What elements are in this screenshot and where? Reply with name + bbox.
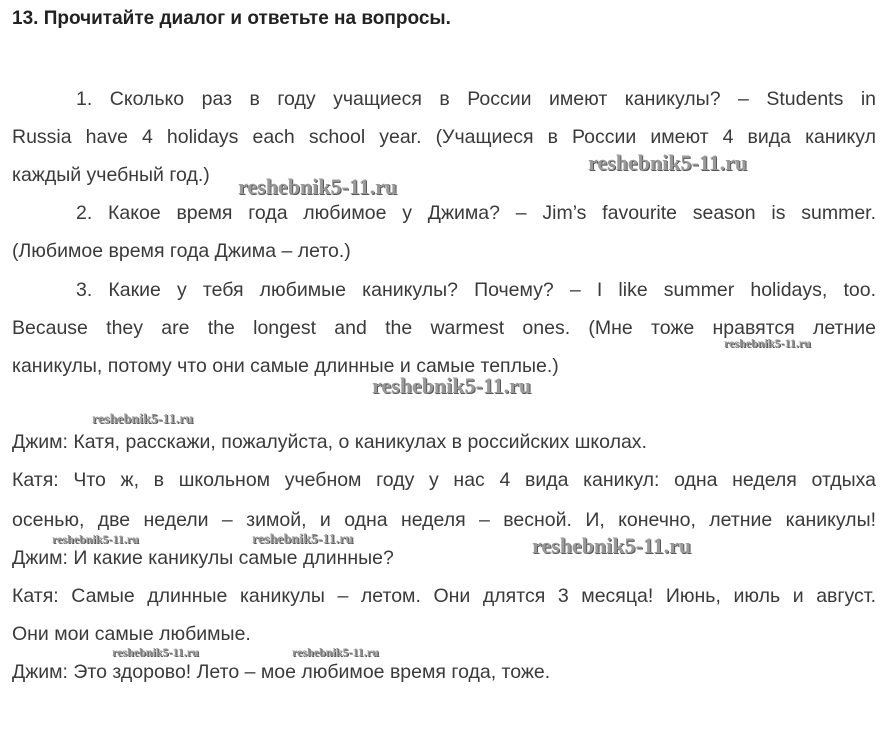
watermark: reshebnik5-11.ru [532, 533, 692, 558]
dialogue-line-1: Джим: Катя, расскажи, пожалуйста, о каникулах в российских школах. [12, 431, 647, 453]
dialogue-line-4a: Катя: Самые длинные каникулы – летом. Они длятся 3 месяца! Июнь, июль и август. [12, 585, 876, 607]
question-3-line-2: Because they are the longest and the warmest ones. (Мне тоже нравятся летние [12, 317, 876, 339]
watermark: reshebnik5-11.ru [52, 532, 139, 546]
dialogue-line-2b: осенью, две недели – зимой, и одна неделя – весной. И, конечно, летние каникулы! [12, 509, 876, 531]
watermark: reshebnik5-11.ru [92, 412, 194, 427]
watermark: reshebnik5-11.ru [238, 174, 398, 199]
watermark: reshebnik5-11.ru [724, 336, 811, 350]
dialogue-line-5: Джим: Это здорово! Лето – мое любимое время года, тоже. [12, 661, 551, 683]
exercise-heading: 13. Прочитайте диалог и ответьте на вопросы. [12, 8, 451, 29]
question-3-line-1: 3. Какие у тебя любимые каникулы? Почему? – I like summer holidays, too. [76, 279, 876, 301]
question-1-line-3: каждый учебный год.) [12, 164, 210, 186]
watermark: reshebnik5-11.ru [112, 645, 199, 659]
question-2-line-1: 2. Какое время года любимое у Джима? – Jim’s favourite season is summer. [76, 202, 876, 224]
question-3-line-3: каникулы, потому что они самые длинные и самые теплые.) [12, 355, 559, 377]
watermark: reshebnik5-11.ru [372, 373, 532, 398]
question-1-line-2: Russia have 4 holidays each school year. (Учащиеся в России имеют 4 вида каникул [12, 126, 876, 148]
dialogue-line-3: Джим: И какие каникулы самые длинные? [12, 547, 394, 569]
watermark: reshebnik5-11.ru [588, 150, 748, 175]
dialogue-line-2a: Катя: Что ж, в школьном учебном году у нас 4 вида каникул: одна неделя отдыха [12, 469, 876, 491]
dialogue-line-4b: Они мои самые любимые. [12, 623, 251, 645]
question-2-line-2: (Любимое время года Джима – лето.) [12, 240, 351, 262]
watermark: reshebnik5-11.ru [292, 645, 379, 659]
question-1-line-1: 1. Сколько раз в году учащиеся в России имеют каникулы? – Students in [76, 88, 876, 110]
watermark: reshebnik5-11.ru [252, 532, 354, 547]
